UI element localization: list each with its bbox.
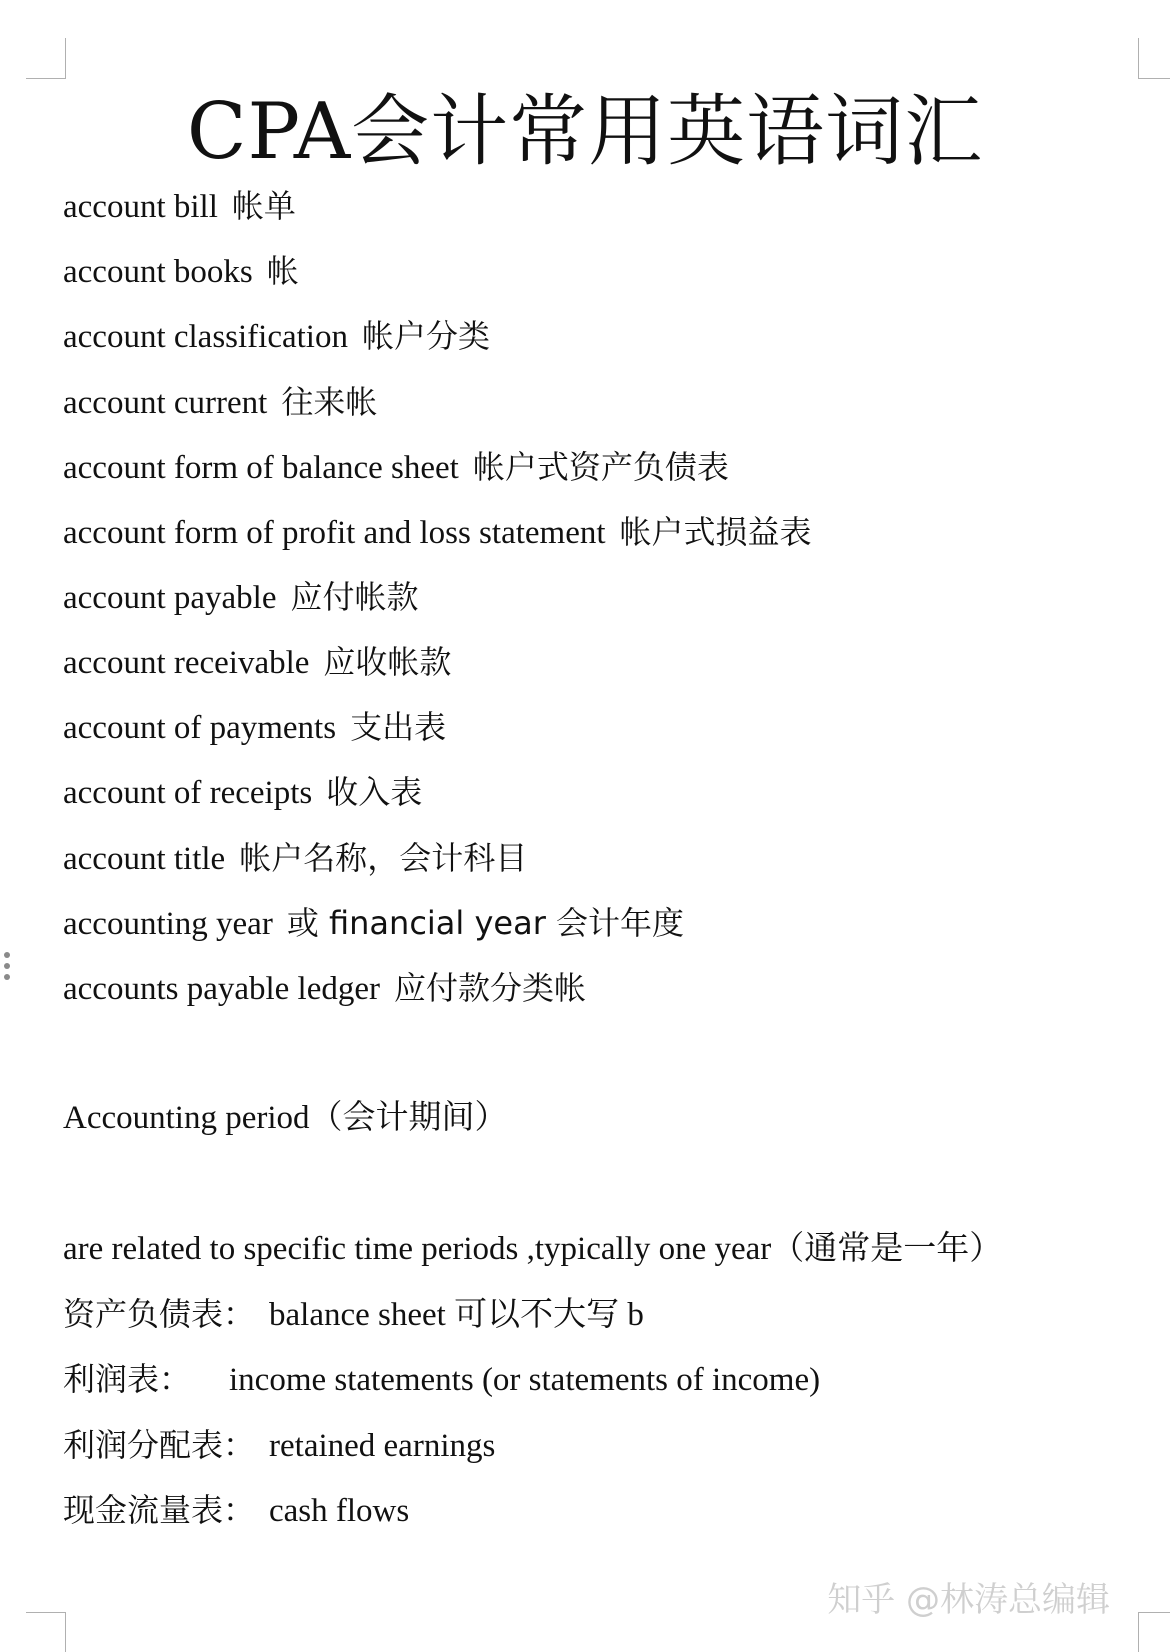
statement-english: cash flows bbox=[269, 1493, 410, 1529]
vocab-chinese: 帐户分类 bbox=[361, 317, 490, 355]
vocab-entry bbox=[63, 772, 422, 813]
vocab-chinese: 应付款分类帐 bbox=[394, 969, 587, 1007]
vocab-entry bbox=[63, 903, 684, 944]
vocab-english: account current bbox=[63, 385, 268, 421]
statement-entry bbox=[63, 1490, 409, 1531]
section-heading: Accounting period（会计期间） bbox=[63, 1100, 508, 1136]
watermark: 知乎 @林涛总编辑 bbox=[827, 1580, 1110, 1620]
vocab-entry bbox=[63, 447, 729, 488]
drag-handle-icon[interactable] bbox=[3, 952, 11, 986]
vocab-entry bbox=[63, 512, 812, 553]
statement-english: income statements (or statements of income) bbox=[229, 1362, 821, 1398]
document-title: CPA会计常用英语词汇 bbox=[186, 87, 984, 177]
crop-mark-bottom-right bbox=[1138, 1612, 1139, 1652]
vocab-english: account books bbox=[63, 254, 253, 290]
statement-entry bbox=[63, 1425, 495, 1466]
vocab-english: account title bbox=[63, 841, 226, 877]
vocab-chinese: 帐户式资产负债表 bbox=[472, 448, 729, 486]
vocab-entry bbox=[63, 707, 446, 748]
vocab-entry bbox=[63, 382, 377, 423]
vocab-english: account receivable bbox=[63, 645, 310, 681]
vocab-english: account payable bbox=[63, 580, 277, 616]
vocab-english: accounts payable ledger bbox=[63, 971, 381, 1007]
vocab-entry bbox=[63, 316, 490, 357]
crop-mark-bottom-left bbox=[26, 1612, 66, 1613]
section-note: are related to specific time periods ,typically one year（通常是一年） bbox=[63, 1231, 1003, 1267]
vocab-entry bbox=[63, 838, 527, 879]
vocab-chinese: 收入表 bbox=[326, 773, 423, 811]
vocab-chinese: 应付帐款 bbox=[290, 578, 419, 616]
crop-mark-top-right bbox=[1138, 38, 1139, 78]
vocab-chinese: 帐户名称，会计科目 bbox=[239, 839, 528, 877]
vocab-entry bbox=[63, 577, 418, 618]
vocab-entry bbox=[63, 186, 296, 227]
vocab-entry bbox=[63, 968, 586, 1009]
statement-entry bbox=[63, 1359, 820, 1400]
crop-mark-bottom-left bbox=[65, 1612, 66, 1652]
statement-chinese: 利润分配表： bbox=[63, 1426, 256, 1464]
vocab-chinese: 或 financial year 会计年度 bbox=[286, 904, 685, 942]
statement-english: balance sheet 可以不大写 b bbox=[269, 1297, 644, 1333]
vocab-chinese: 往来帐 bbox=[281, 383, 378, 421]
vocab-entry bbox=[63, 251, 299, 292]
statement-chinese: 现金流量表： bbox=[63, 1491, 256, 1529]
vocab-chinese: 帐 bbox=[266, 252, 299, 290]
statement-entry bbox=[63, 1294, 644, 1335]
vocab-english: account form of profit and loss statement bbox=[63, 515, 606, 551]
vocab-entry bbox=[63, 642, 451, 683]
crop-mark-top-left bbox=[65, 38, 66, 78]
crop-mark-top-right bbox=[1138, 78, 1170, 79]
vocab-chinese: 应收帐款 bbox=[323, 643, 452, 681]
statement-chinese: 资产负债表： bbox=[63, 1295, 256, 1333]
vocab-chinese: 支出表 bbox=[350, 708, 447, 746]
vocab-english: account of receipts bbox=[63, 775, 313, 811]
vocab-chinese: 帐户式损益表 bbox=[619, 513, 812, 551]
statement-english: retained earnings bbox=[269, 1428, 496, 1464]
vocab-english: account bill bbox=[63, 189, 218, 225]
vocab-english: account form of balance sheet bbox=[63, 450, 459, 486]
crop-mark-bottom-right bbox=[1138, 1612, 1170, 1613]
vocab-english: accounting year bbox=[63, 906, 273, 942]
statement-chinese: 利润表： bbox=[63, 1360, 192, 1398]
vocab-english: account of payments bbox=[63, 710, 337, 746]
vocab-chinese: 帐单 bbox=[231, 187, 296, 225]
vocab-english: account classification bbox=[63, 319, 348, 355]
crop-mark-top-left bbox=[26, 78, 66, 79]
